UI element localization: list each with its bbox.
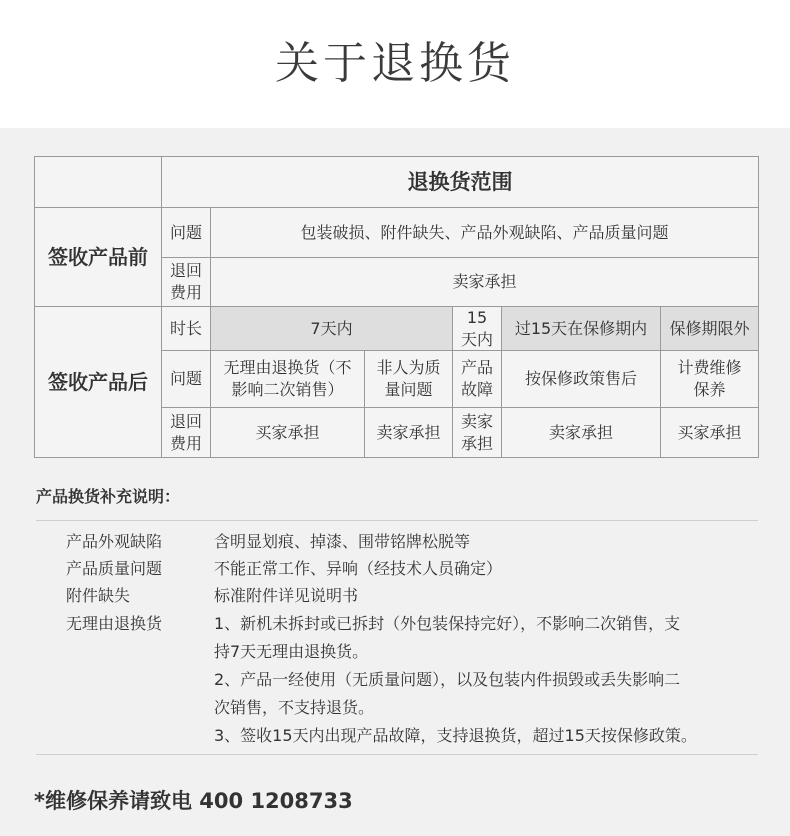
before-issue-label: 问题 [161,207,211,258]
term-missing-accessory: 附件缺失 [66,586,131,605]
duration-15-days: 15天内 [452,306,502,351]
before-sign-label: 签收产品前 [34,207,162,307]
issue-paid-maintenance: 计费维修保养 [660,350,759,408]
notes-bottom-divider [36,754,758,755]
fee-quality: 卖家承担 [364,407,453,458]
after-sign-label: 签收产品后 [34,306,162,458]
issue-no-reason: 无理由退换货（不影响二次销售） [210,350,365,408]
notes-top-divider [36,520,758,521]
fee-fault: 卖家承担 [452,407,502,458]
desc-quality-issue: 不能正常工作、异响（经技术人员确定） [214,559,503,578]
duration-7-days: 7天内 [210,306,453,351]
fee-no-reason: 买家承担 [210,407,365,458]
corner-cell [34,156,162,208]
duration-out-of-warranty: 保修期限外 [660,306,759,351]
before-fee-value: 卖家承担 [210,257,759,307]
desc-no-reason-line-5: 3、签收15天内出现产品故障，支持退换货，超过15天按保修政策。 [214,726,697,745]
fee-warranty-service: 卖家承担 [501,407,661,458]
service-hotline: *维修保养请致电 400 1208733 [34,789,353,813]
duration-warranty: 过15天在保修期内 [501,306,661,351]
after-duration-label: 时长 [161,306,211,351]
desc-no-reason-line-4: 次销售，不支持退货。 [214,698,375,717]
after-issue-label: 问题 [161,350,211,408]
before-issue-value: 包装破损、附件缺失、产品外观缺陷、产品质量问题 [210,207,759,258]
before-fee-label: 退回费用 [161,257,211,307]
after-fee-label: 退回费用 [161,407,211,458]
fee-paid-maintenance: 买家承担 [660,407,759,458]
issue-quality: 非人为质量问题 [364,350,453,408]
term-quality-issue: 产品质量问题 [66,559,163,578]
term-no-reason-return: 无理由退换货 [66,614,163,633]
notes-title: 产品换货补充说明： [36,487,181,506]
desc-no-reason-line-1: 1、新机未拆封或已拆封（外包装保持完好），不影响二次销售，支 [214,614,681,633]
desc-no-reason-line-2: 持7天无理由退换货。 [214,642,369,661]
desc-appearance-defect: 含明显划痕、掉漆、围带铭牌松脱等 [214,532,471,551]
page-title: 关于退换货 [275,38,515,89]
term-appearance-defect: 产品外观缺陷 [66,532,163,551]
desc-missing-accessory: 标准附件详见说明书 [214,586,359,605]
issue-fault: 产品故障 [452,350,502,408]
desc-no-reason-line-3: 2、产品一经使用（无质量问题），以及包装内件损毁或丢失影响二 [214,670,681,689]
scope-header: 退换货范围 [161,156,759,208]
issue-warranty-service: 按保修政策售后 [501,350,661,408]
